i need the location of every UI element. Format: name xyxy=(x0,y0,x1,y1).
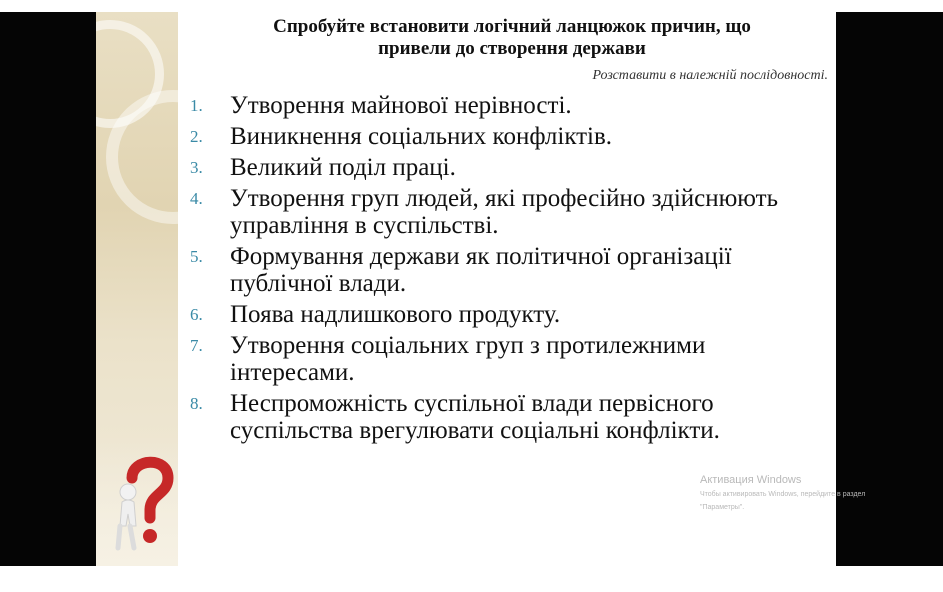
list-item xyxy=(190,123,830,150)
list-item xyxy=(190,332,830,386)
list-item xyxy=(190,390,830,444)
item-number: 7. xyxy=(190,336,203,355)
list-item xyxy=(190,185,830,239)
item-text: Утворення соціальних груп з протилежними інтересами. xyxy=(230,332,706,386)
item-text: Утворення груп людей, які професійно здійснюють управління в суспільстві. xyxy=(230,185,778,239)
item-text: Формування держави як політичної організації публічної влади. xyxy=(230,243,732,297)
windows-activation-watermark xyxy=(700,474,940,512)
list-item xyxy=(190,154,830,181)
title-line: привели до створення держави xyxy=(378,38,646,59)
item-text: Виникнення соціальних конфліктів. xyxy=(230,123,613,150)
item-number: 4. xyxy=(190,189,203,208)
watermark-title: Активация Windows xyxy=(700,474,802,486)
list-item xyxy=(190,243,830,297)
item-text: Поява надлишкового продукту. xyxy=(230,301,561,328)
watermark-text: "Параметры". xyxy=(700,504,745,511)
slide-title xyxy=(192,16,832,60)
left-black-bar xyxy=(0,12,96,566)
slide-subtitle: Розставити в належній послідовності. xyxy=(592,68,828,83)
question-mark-figure-icon xyxy=(110,452,174,552)
list-item xyxy=(190,301,830,328)
item-text: Неспроможність суспільної влади первісного суспільства врегулювати соціальні конфлікти. xyxy=(230,390,720,444)
item-text: Утворення майнової нерівності. xyxy=(230,92,572,119)
list-item xyxy=(190,92,830,119)
watermark-text: Чтобы активировать Windows, перейдите в раздел xyxy=(700,491,866,498)
item-number: 8. xyxy=(190,394,203,413)
title-line: Спробуйте встановити логічний ланцюжок причин, що xyxy=(273,16,751,37)
item-number: 2. xyxy=(190,127,203,146)
steps-list xyxy=(190,92,830,448)
item-number: 1. xyxy=(190,96,203,115)
item-number: 3. xyxy=(190,158,203,177)
item-number: 6. xyxy=(190,305,203,324)
item-number: 5. xyxy=(190,247,203,266)
item-text: Великий поділ праці. xyxy=(230,154,456,181)
